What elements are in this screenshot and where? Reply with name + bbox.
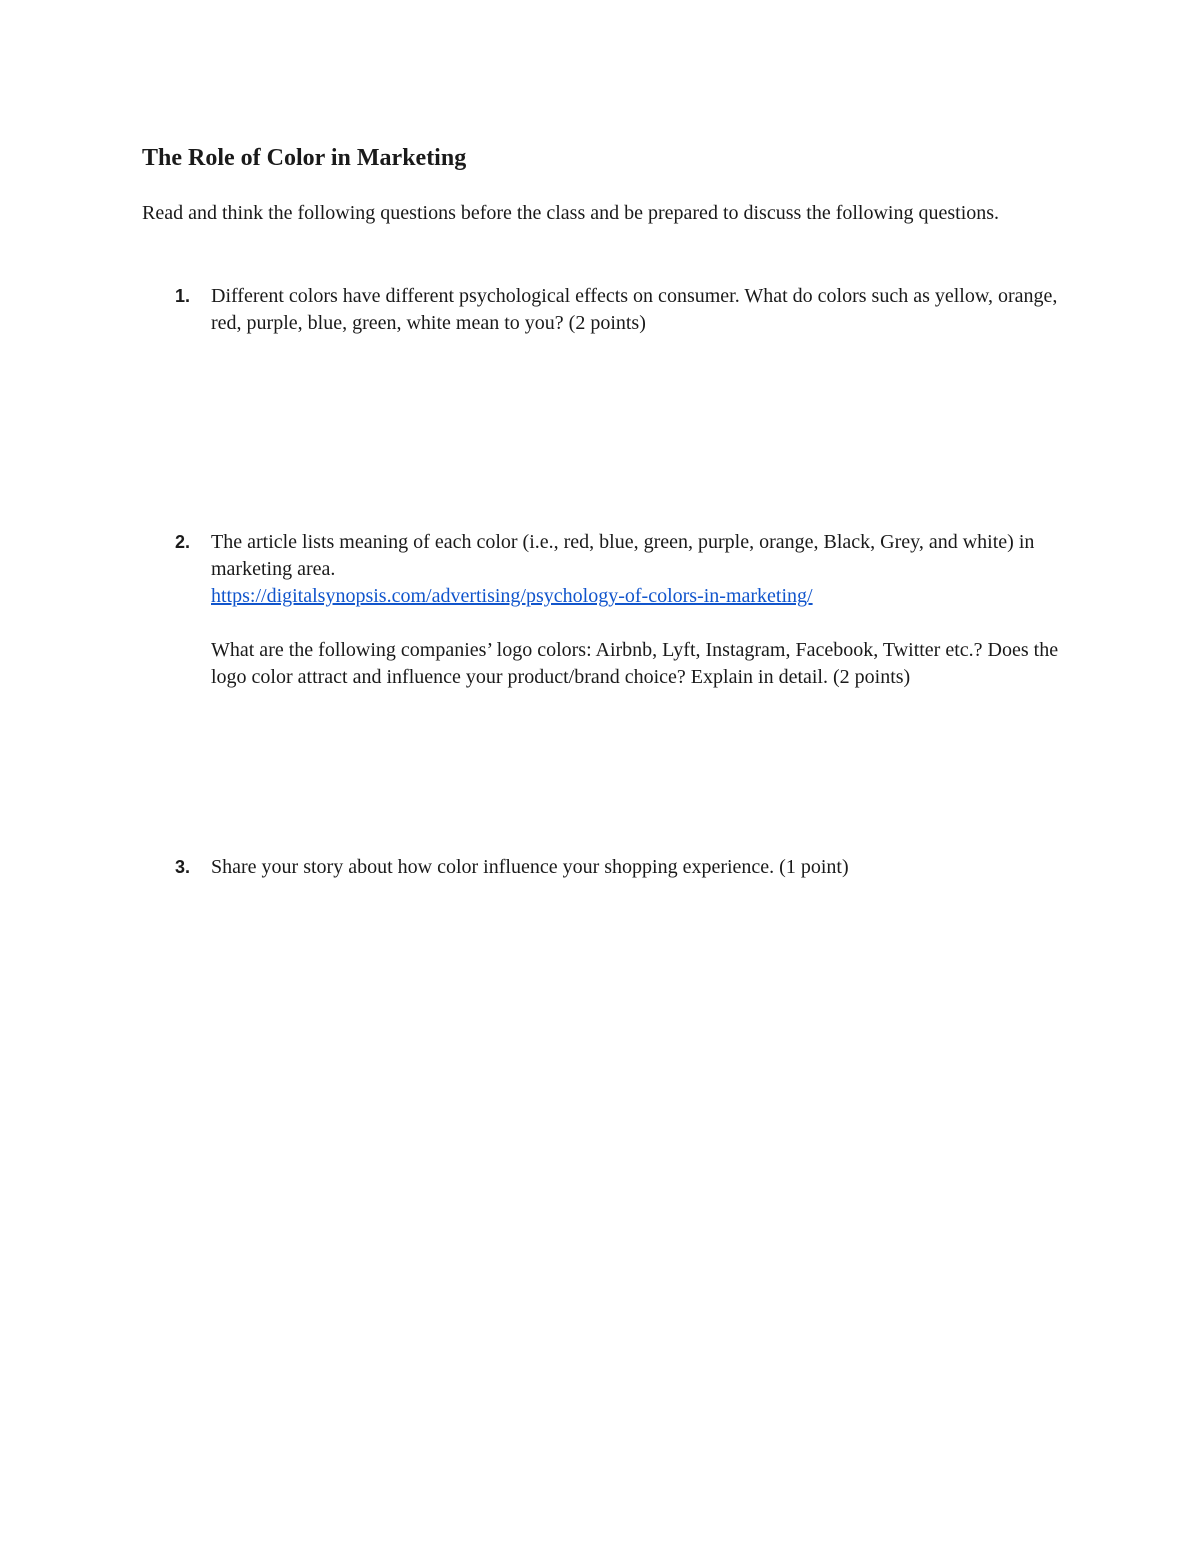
question-number: 1. bbox=[175, 286, 191, 306]
question-number: 3. bbox=[175, 857, 191, 877]
question-text: Share your story about how color influence your shopping experience. (1 point) bbox=[211, 856, 849, 878]
question-text: Different colors have different psychological effects on consumer. What do colors such as yellow, orange, red, purple, blue, green, white mean to you? (2 points) bbox=[211, 285, 1058, 334]
question-number: 2. bbox=[175, 532, 191, 552]
intro-paragraph: Read and think the following questions before the class and be prepared to discuss the following questions. bbox=[142, 202, 1000, 224]
question-text: The article lists meaning of each color (i.e., red, blue, green, purple, orange, Black, Grey, and white) in marketing area. bbox=[211, 531, 1035, 580]
document-title: The Role of Color in Marketing bbox=[142, 145, 467, 171]
question-followup: What are the following companies’ logo colors: Airbnb, Lyft, Instagram, Facebook, Twitter etc.? Does the logo color attract and influence your product/brand choice? Explain in detail. (2 points) bbox=[211, 639, 1059, 688]
article-link[interactable]: https://digitalsynopsis.com/advertising/psychology-of-colors-in-marketing/ bbox=[211, 585, 813, 607]
paragraph-spacer bbox=[211, 610, 1071, 637]
